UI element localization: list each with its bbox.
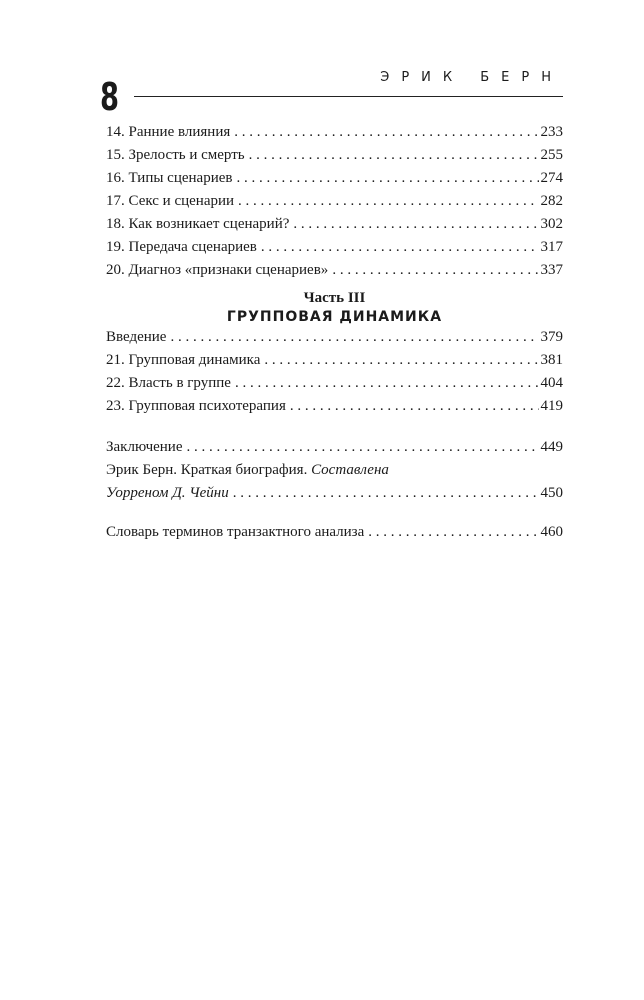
header-rule [134, 96, 563, 97]
toc-entry-title: 22. Власть в группе [106, 375, 231, 391]
toc-entry-title: Введение [106, 329, 167, 345]
toc-entry-title: 17. Секс и сценарии [106, 193, 235, 209]
biography-first-line [106, 459, 563, 482]
toc-entry-page: 302 [540, 216, 563, 232]
toc-part3-entries [106, 326, 563, 418]
toc-leader-dots [368, 521, 538, 544]
toc-entry-page: 317 [540, 239, 563, 255]
toc-entry[interactable] [106, 190, 563, 213]
biography-author: Уорреном Д. Чейни [106, 485, 229, 501]
toc-entry-title: 19. Передача сценариев [106, 239, 257, 255]
toc-entry-page: 233 [540, 124, 563, 140]
toc-entry-title: 18. Как возникает сценарий? [106, 216, 290, 232]
part-title: ГРУППОВАЯ ДИНАМИКА [226, 309, 443, 325]
toc-entry[interactable] [106, 395, 563, 418]
toc-entry[interactable] [106, 326, 563, 349]
page-number: 8 [100, 75, 119, 119]
toc-leader-dots [234, 121, 538, 144]
toc-entry-page: 337 [540, 262, 563, 278]
toc-leader-dots [233, 482, 539, 505]
toc-entry-page: 255 [540, 147, 563, 163]
toc-entry-title: 15. Зрелость и смерть [106, 147, 245, 163]
biography-second-line [106, 482, 563, 505]
toc-entry[interactable] [106, 121, 563, 144]
toc-entry[interactable] [106, 372, 563, 395]
part-heading [106, 289, 563, 327]
toc-glossary [106, 521, 563, 544]
biography-compiled-by: Составлена [311, 462, 389, 478]
toc-chapters-14-20 [106, 121, 563, 282]
toc-entry[interactable] [106, 213, 563, 236]
toc-entry-page: 404 [540, 375, 563, 391]
toc-entry-page: 419 [540, 398, 563, 414]
toc-entry-glossary[interactable] [106, 521, 563, 544]
toc-entry[interactable] [106, 259, 563, 282]
toc-entry-title: 14. Ранние влияния [106, 124, 231, 140]
biography-title: Эрик Берн. Краткая биография. [106, 462, 308, 478]
toc-entry-title: 16. Типы сценариев [106, 170, 233, 186]
toc-leader-dots [293, 213, 538, 236]
toc-leader-dots [235, 372, 539, 395]
toc-entry-title: 21. Групповая динамика [106, 352, 261, 368]
toc-entry-page: 379 [540, 329, 563, 345]
toc-leader-dots [187, 436, 539, 459]
toc-entry-conclusion[interactable] [106, 436, 563, 459]
toc-entry-page: 381 [540, 352, 563, 368]
toc-entry-title: Словарь терминов транзактного анализа [106, 524, 365, 540]
toc-leader-dots [261, 236, 539, 259]
toc-leader-dots [332, 259, 538, 282]
toc-entry-page: 449 [540, 439, 563, 455]
toc-entry-title: 23. Групповая психотерапия [106, 398, 286, 414]
toc-entry-page: 274 [540, 170, 563, 186]
toc-leader-dots [238, 190, 538, 213]
toc-entry[interactable] [106, 144, 563, 167]
toc-entry[interactable] [106, 349, 563, 372]
toc-back-matter [106, 436, 563, 505]
toc-leader-dots [236, 167, 538, 190]
toc-leader-dots [290, 395, 539, 418]
toc-leader-dots [264, 349, 538, 372]
toc-leader-dots [170, 326, 538, 349]
toc-leader-dots [249, 144, 539, 167]
toc-entry-page: 282 [540, 193, 563, 209]
toc-entry-page: 460 [540, 524, 563, 540]
toc-entry-biography[interactable] [106, 459, 563, 505]
toc-entry[interactable] [106, 167, 563, 190]
part-label: Часть III [303, 290, 366, 306]
running-head: ЭРИК БЕРН [380, 70, 563, 85]
toc-entry-title: Заключение [106, 439, 183, 455]
toc-entry[interactable] [106, 236, 563, 259]
toc-entry-page: 450 [540, 485, 563, 501]
toc-entry-title: 20. Диагноз «признаки сценариев» [106, 262, 329, 278]
